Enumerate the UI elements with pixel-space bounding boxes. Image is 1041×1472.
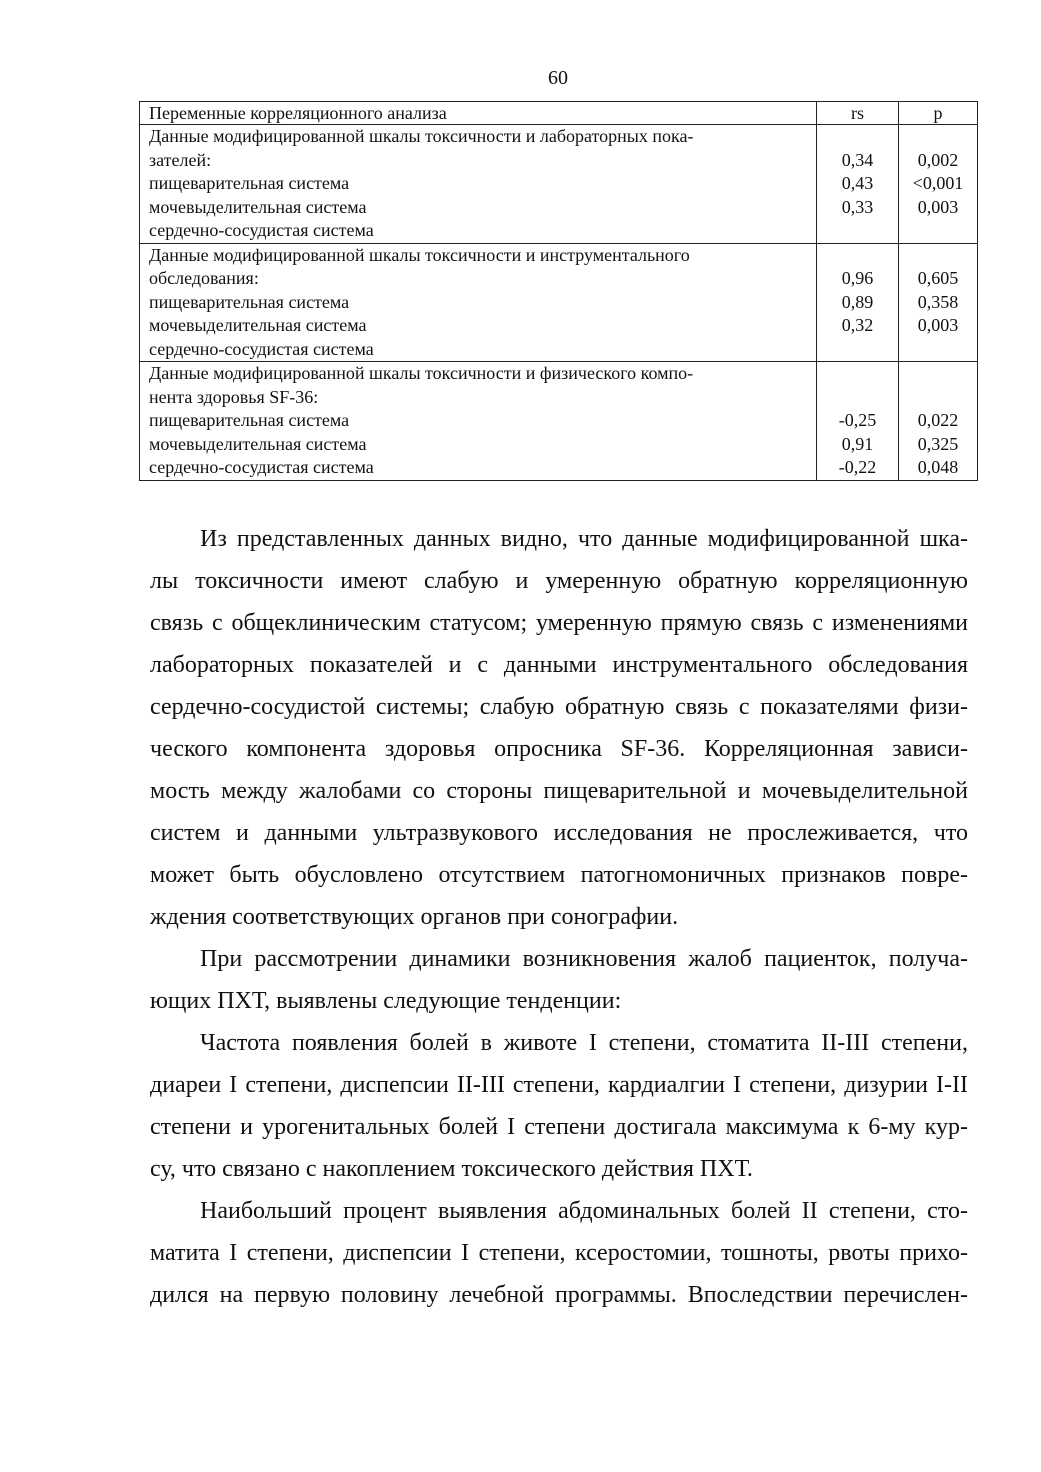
p-value: 0,003 <box>917 315 959 335</box>
table-row-group-instrumental <box>140 243 978 362</box>
group-variables-cell <box>140 362 817 481</box>
row-label: мочевыделительная система <box>149 315 367 335</box>
group-p-cell <box>899 125 978 244</box>
group-variables-cell <box>140 243 817 362</box>
group-rs-cell <box>817 243 899 362</box>
row-label: мочевыделительная система <box>149 196 367 217</box>
rs-value: -0,25 <box>838 410 877 430</box>
text-line: лабораторных показателей и с данными инструментального обследования <box>150 652 968 678</box>
p-value: 0,048 <box>917 457 959 477</box>
group-rs-cell <box>817 125 899 244</box>
p-value: <0,001 <box>912 173 964 193</box>
group-title-line: Данные модифицированной шкалы токсичности и инструментального <box>149 244 690 265</box>
text-line: Частота появления болей в животе I степени, стоматита II-III степени, <box>200 1030 968 1056</box>
text-line: систем и данными ультразвукового исследования не прослеживается, что <box>150 820 968 846</box>
text-line: диареи I степени, диспепсии II-III степени, кардиалгии I степени, дизурии I-II <box>150 1072 968 1098</box>
text-line: Из представленных данных видно, что данные модифицированной шка- <box>200 526 968 552</box>
correlation-table <box>139 101 978 481</box>
rs-value: 0,91 <box>841 433 874 454</box>
rs-value: 0,34 <box>841 149 874 170</box>
text-line: су, что связано с накоплением токсического действия ПХТ. <box>150 1156 753 1182</box>
rs-value: 0,43 <box>841 173 874 193</box>
group-p-cell <box>899 362 978 481</box>
row-label: пищеварительная система <box>149 410 350 430</box>
text-line: дился на первую половину лечебной программы. Впоследствии перечислен- <box>150 1282 968 1308</box>
row-label: сердечно-сосудистая система <box>149 338 374 359</box>
group-title-line: Данные модифицированной шкалы токсичности и физического компо- <box>149 363 694 383</box>
text-line: ческого компонента здоровья опросника SF-36. Корреляционная зависи- <box>150 736 968 762</box>
text-line: При рассмотрении динамики возникновения жалоб пациенток, получа- <box>200 946 968 972</box>
header-p: p <box>899 102 978 125</box>
text-line: сердечно-сосудистой системы; слабую обратную связь с показателями физи- <box>150 694 968 720</box>
paragraph-highest-percentage <box>150 1190 968 1316</box>
p-value: 0,003 <box>917 196 959 217</box>
rs-value: 0,96 <box>841 268 874 288</box>
row-label: пищеварительная система <box>149 291 350 312</box>
p-value: 0,022 <box>917 410 959 430</box>
row-label: пищеварительная система <box>149 173 350 193</box>
p-value: 0,325 <box>917 433 959 454</box>
rs-value: 0,33 <box>841 196 874 217</box>
p-value: 0,002 <box>917 149 959 170</box>
table-row-group-laboratory <box>140 125 978 244</box>
text-line: матита I степени, диспепсии I степени, ксеростомии, тошноты, рвоты прихо- <box>150 1240 968 1266</box>
text-line: ющих ПХТ, выявлены следующие тенденции: <box>150 988 622 1014</box>
p-value: 0,605 <box>917 268 959 288</box>
rs-value: -0,22 <box>838 457 877 477</box>
text-line: лы токсичности имеют слабую и умеренную обратную корреляционную <box>150 568 968 594</box>
group-title-line: Данные модифицированной шкалы токсичности и лабораторных пока- <box>149 126 694 146</box>
text-line: степени и урогенитальных болей I степени достигала максимума к 6-му кур- <box>150 1114 968 1140</box>
group-rs-cell <box>817 362 899 481</box>
rs-value: 0,32 <box>841 315 874 335</box>
group-title-line: нента здоровья SF-36: <box>149 386 319 407</box>
text-line: ждения соответствующих органов при сонографии. <box>150 904 679 930</box>
row-label: сердечно-сосудистая система <box>149 220 374 240</box>
body-text <box>150 518 968 1316</box>
group-title-line: зателей: <box>149 149 212 170</box>
group-variables-cell <box>140 125 817 244</box>
row-label: мочевыделительная система <box>149 433 367 454</box>
paragraph-dynamics-intro <box>150 938 968 1022</box>
group-title-line: обследования: <box>149 268 259 288</box>
rs-value: 0,89 <box>841 291 874 312</box>
table-row-group-sf36 <box>140 362 978 481</box>
p-value: 0,358 <box>917 291 959 312</box>
text-line: Наибольший процент выявления абдоминальных болей II степени, сто- <box>200 1198 968 1224</box>
paragraph-frequency <box>150 1022 968 1190</box>
header-variables: Переменные корреляционного анализа <box>140 102 817 125</box>
text-line: может быть обусловлено отсутствием патогномоничных признаков повре- <box>150 862 968 888</box>
paragraph-correlation-summary <box>150 518 968 938</box>
header-rs: rs <box>817 102 899 125</box>
text-line: связь с общеклиническим статусом; умеренную прямую связь с изменениями <box>150 610 968 636</box>
page-number: 60 <box>548 67 568 89</box>
text-line: мость между жалобами со стороны пищеварительной и мочевыделительной <box>150 778 968 804</box>
table-header-row <box>140 102 978 125</box>
row-label: сердечно-сосудистая система <box>149 457 374 477</box>
group-p-cell <box>899 243 978 362</box>
